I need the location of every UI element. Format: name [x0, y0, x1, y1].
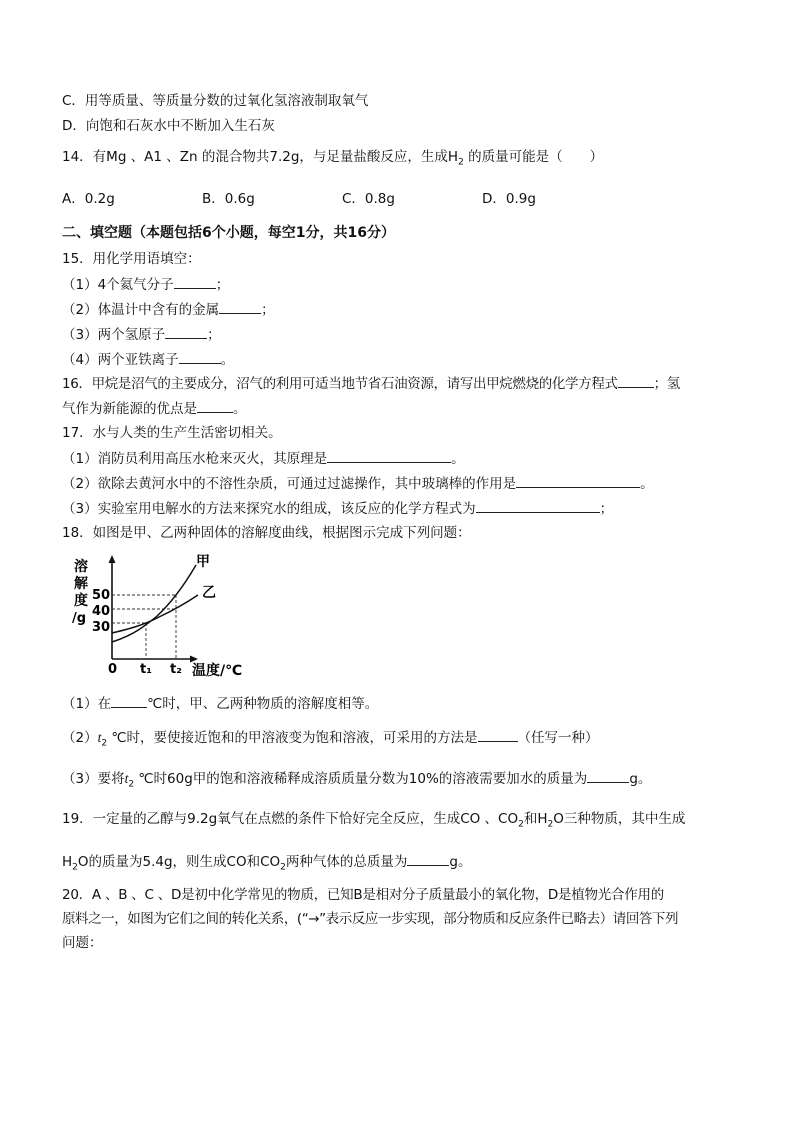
answer-blank[interactable]	[407, 852, 449, 866]
solubility-graph-svg	[64, 553, 264, 683]
section-heading: 二、填空题（本题包括6个小题，每空1分，共16分）	[62, 225, 395, 241]
question-18: 18．如图是甲、乙两种固体的溶解度曲线，根据图示完成下列问题：	[62, 525, 471, 541]
question-16-cont: 气作为新能源的优点是 。	[62, 401, 247, 417]
question-20-cont: 原料之一，如图为它们之间的转化关系，(“→”表示反应一步实现，部分物质和反应条件已略去）请回答下列	[62, 911, 679, 927]
y-label-4: /g	[72, 611, 87, 626]
question-14: 14．有Mg 、A1 、Zn 的混合物共7.2g，与足量盐酸反应，生成$H_2$ 的质量可能是（ ）	[62, 149, 604, 168]
y-axis-arrow-icon	[109, 555, 116, 563]
q15-item-2: （2）体温计中含有的金属 ；	[62, 302, 275, 318]
x-label: 温度/℃	[192, 663, 243, 679]
answer-blank[interactable]	[327, 449, 451, 463]
y-tick-50: 50	[92, 588, 111, 603]
q17-item-1: （1）消防员利用高压水枪来灭火，其原理是 。	[62, 451, 465, 467]
option-c2: C．0.8g	[342, 191, 395, 207]
answer-blank[interactable]	[165, 325, 207, 339]
y-label-2: 解	[74, 576, 88, 592]
option-b: B．0.6g	[202, 191, 255, 207]
q17-item-2: （2）欲除去黄河水中的不溶性杂质，可通过过滤操作，其中玻璃棒的作用是 。	[62, 476, 654, 492]
question-19-cont: $H_2O$的质量为5.4g，则生成CO和$CO_2$两种气体的总质量为 g。	[62, 854, 472, 873]
answer-blank[interactable]	[111, 694, 147, 708]
y-tick-30: 30	[92, 620, 111, 635]
q18-item-1: （1）在 ℃时，甲、乙两种物质的溶解度相等。	[62, 696, 379, 712]
answer-blank[interactable]	[587, 769, 629, 783]
answer-blank[interactable]	[219, 300, 261, 314]
question-14-options	[62, 190, 712, 208]
option-c: C．用等质量、等质量分数的过氧化氢溶液制取氧气	[62, 93, 369, 109]
question-15: 15．用化学用语填空：	[62, 251, 201, 267]
question-20-end: 问题：	[62, 935, 103, 951]
x-tick-t1: t₁	[140, 662, 152, 677]
answer-blank[interactable]	[516, 474, 640, 488]
curve-yi	[112, 595, 198, 633]
curve-jia-label: 甲	[196, 554, 210, 570]
question-16: 16．甲烷是沼气的主要成分，沼气的利用可适当地节省石油资源，请写出甲烷燃烧的化学方程式 ；氢	[62, 376, 680, 392]
q15-item-3: （3）两个氢原子 ；	[62, 327, 221, 343]
y-label-3: 度	[74, 593, 88, 609]
question-17: 17．水与人类的生产生活密切相关。	[62, 425, 282, 441]
x-tick-0: 0	[108, 662, 118, 677]
question-20: 20．A 、B 、C 、D是初中化学常见的物质，已知B是相对分子质量最小的氧化物，D是植物光合作用的	[62, 887, 665, 903]
y-label-1: 溶	[74, 559, 88, 575]
answer-blank[interactable]	[618, 374, 654, 388]
answer-blank[interactable]	[174, 275, 216, 289]
x-axis-arrow-icon	[190, 656, 198, 663]
answer-blank[interactable]	[197, 399, 233, 413]
q18-item-2: $(2)t_2$ ℃时，要使接近饱和的甲溶液变为饱和溶液，可采用的方法是 （任写一种）	[62, 730, 599, 749]
answer-blank[interactable]	[478, 728, 518, 742]
y-tick-40: 40	[92, 604, 111, 619]
x-tick-t2: t₂	[170, 662, 182, 677]
q15-item-1: （1）4个氦气分子 ；	[62, 277, 230, 293]
q17-item-3: （3）实验室用电解水的方法来探究水的组成，该反应的化学方程式为 ；	[62, 501, 614, 517]
option-a: A．0.2g	[62, 191, 115, 207]
q15-item-4: （4）两个亚铁离子 。	[62, 352, 235, 368]
option-d: D．向饱和石灰水中不断加入生石灰	[62, 118, 275, 134]
answer-blank[interactable]	[476, 499, 600, 513]
solubility-graph	[64, 553, 264, 683]
question-19: 19．一定量的乙醇与9.2g氧气在点燃的条件下恰好完全反应，生成CO 、$CO_2$和$H_2O$三种物质，其中生成	[62, 811, 686, 830]
q18-item-3: （3）要将$t_2$ ℃时60g甲的饱和溶液稀释成溶质质量分数为10%的溶液需要加水的质量为 g。	[62, 771, 652, 790]
answer-blank[interactable]	[179, 350, 221, 364]
curve-yi-label: 乙	[202, 585, 216, 601]
option-d2: D．0.9g	[482, 191, 536, 207]
